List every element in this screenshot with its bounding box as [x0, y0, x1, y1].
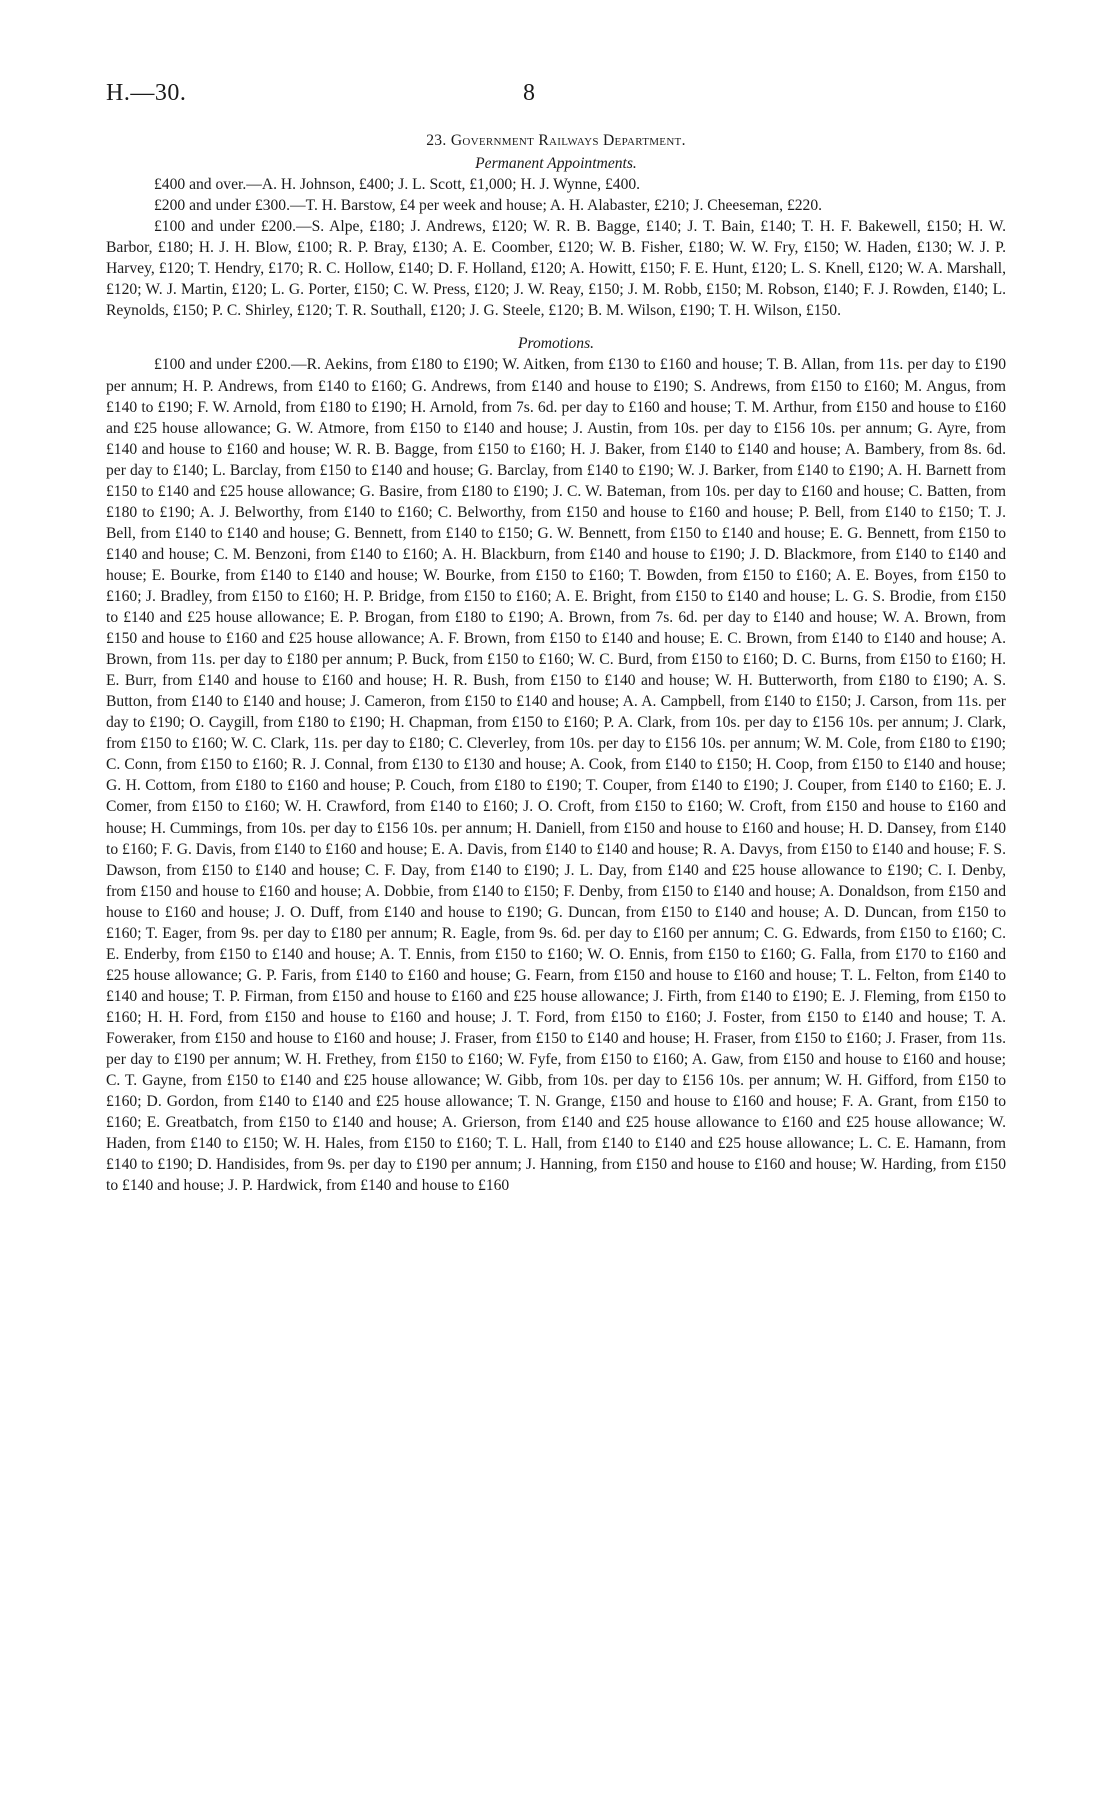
page-reference: H.—30.	[106, 80, 187, 106]
permanent-appointments-heading: Permanent Appointments.	[475, 155, 637, 173]
section-number: 23.	[426, 132, 447, 149]
section-name: Government Railways Department.	[450, 132, 686, 149]
section-title	[106, 130, 1006, 151]
salary-band-200-300: £200 and under £300.—T. H. Barstow, £4 per week and house; A. H. Alabaster, £210; J. Cheeseman, £220.	[154, 197, 823, 215]
page-number: 8	[523, 80, 535, 106]
promotions-heading: Promotions.	[517, 335, 595, 353]
salary-band-400-over: £400 and over.—A. H. Johnson, £400; J. L. Scott, £1,000; H. J. Wynne, £400.	[154, 176, 641, 194]
document-body	[106, 130, 1006, 1196]
salary-band-100-200: £100 and under £200.—S. Alpe, £180; J. Andrews, £120; W. R. B. Bagge, £140; J. T. Bain, £140; T. H. F. Bakewell, £150; H. W. Barbor, £180; H. J. H. Blow, £100; R. P. Bray, £130; A. E. Coomber, £120; W. B. Fisher, £180; W. W. Fry, £150; W. Haden, £130; W. J. P. Harvey, £120; T. Hendry, £170; R. C. Hollow, £140; D. F. Holland, £120; A. Howitt, £150; F. E. Hunt, £120; L. S. Knell, £120; W. A. Marshall, £120; W. J. Martin, £120; L. G. Porter, £150; C. W. Press, £120; J. W. Reay, £150; J. M. Robb, £150; M. Robson, £140; F. J. Rowden, £140; L. Reynolds, £150; P. C. Shirley, £120; T. R. Southall, £120; J. G. Steele, £120; B. M. Wilson, £190; T. H. Wilson, £150.	[106, 218, 1006, 320]
promotions-list: £100 and under £200.—R. Aekins, from £180 to £190; W. Aitken, from £130 to £160 and house; T. B. Allan, from 11s. per day to £190 per annum; H. P. Andrews, from £140 to £160; G. Andrews, from £140 and house to £190; S. Andrews, from £150 to £160; M. Angus, from £140 to £190; F. W. Arnold, from £180 to £190; H. Arnold, from 7s. 6d. per day to £160 and house; T. M. Arthur, from £150 and house to £160 and £25 house allowance; G. W. Atmore, from £150 to £140 and house; J. Austin, from 10s. per day to £156 10s. per annum; G. Ayre, from £140 and house to £160 and house; W. R. B. Bagge, from £150 to £160; H. J. Baker, from £140 to £140 and house; A. Bambery, from 8s. 6d. per day to £140; L. Barclay, from £150 to £140 and house; G. Barclay, from £140 to £190; W. J. Barker, from £140 to £190; A. H. Barnett from £150 to £140 and £25 house allowance; G. Basire, from £180 to £190; J. C. W. Bateman, from 10s. per day to £160 and house; C. Batten, from £180 to £190; A. J. Belworthy, from £140 to £160; C. Belworthy, from £150 and house to £160 and house; P. Bell, from £140 to £150; T. J. Bell, from £140 to £140 and house; G. Bennett, from £140 to £150; G. W. Bennett, from £150 to £140 and house; E. G. Bennett, from £150 to £140 and house; C. M. Benzoni, from £140 to £160; A. H. Blackburn, from £140 and house to £190; J. D. Blackmore, from £140 to £140 and house; E. Bourke, from £140 to £140 and house; W. Bourke, from £150 to £160; T. Bowden, from £150 to £160; A. E. Boyes, from £150 to £160; J. Bradley, from £150 to £160; H. P. Bridge, from £150 to £160; A. E. Bright, from £150 to £140 and house; L. G. S. Brodie, from £150 to £140 and £25 house allowance; E. P. Brogan, from £180 to £190; A. Brown, from 7s. 6d. per day to £140 and house; W. A. Brown, from £150 and house to £160 and £25 house allowance; A. F. Brown, from £150 to £140 and house; E. C. Brown, from £140 to £140 and house; A. Brown, from 11s. per day to £180 per annum; P. Buck, from £150 to £160; W. C. Burd, from £150 to £160; D. C. Burns, from £150 to £160; H. E. Burr, from £140 and house to £160 and house; H. R. Bush, from £150 to £140 and house; W. H. Butterworth, from £180 to £190; A. S. Button, from £140 to £140 and house; J. Cameron, from £150 to £140 and house; A. A. Campbell, from £140 to £150; J. Carson, from 11s. per day to £190; O. Caygill, from £180 to £190; H. Chapman, from £150 to £160; P. A. Clark, from 10s. per day to £156 10s. per annum; J. Clark, from £150 to £160; W. C. Clark, 11s. per day to £180; C. Cleverley, from 10s. per day to £156 10s. per annum; W. M. Cole, from £180 to £190; C. Conn, from £150 to £160; R. J. Connal, from £130 to £130 and house; A. Cook, from £140 to £150; H. Coop, from £150 to £140 and house; G. H. Cottom, from £180 to £160 and house; P. Couch, from £180 to £190; T. Couper, from £140 to £190; J. Couper, from £140 to £160; E. J. Comer, from £150 to £160; W. H. Crawford, from £140 to £160; J. O. Croft, from £150 to £160; W. Croft, from £150 and house to £160 and house; H. Cummings, from 10s. per day to £156 10s. per annum; H. Daniell, from £150 and house to £160 and house; H. D. Dansey, from £140 to £160; F. G. Davis, from £140 to £160 and house; E. A. Davis, from £140 to £140 and house; R. A. Davys, from £150 to £140 and house; F. S. Dawson, from £150 to £140 and house; C. F. Day, from £140 to £190; J. L. Day, from £140 and £25 house allowance to £190; C. I. Denby, from £150 and house to £160 and house; A. Dobbie, from £140 to £150; F. Denby, from £150 to £140 and house; A. Donaldson, from £150 and house to £160 and house; J. O. Duff, from £140 and house to £190; G. Duncan, from £150 to £140 and house; A. D. Duncan, from £150 to £160; T. Eager, from 9s. per day to £180 per annum; R. Eagle, from 9s. 6d. per day to £160 per annum; C. G. Edwards, from £150 to £160; C. E. Enderby, from £150 to £140 and house; A. T. Ennis, from £150 to £160; W. O. Ennis, from £150 to £160; G. Falla, from £170 to £160 and £25 house allowance; G. P. Faris, from £140 to £160 and house; G. Fearn, from £150 and house to £160 and house; T. L. Felton, from £140 to £140 and house; T. P. Firman, from £150 and house to £160 and £25 house allowance; J. Firth, from £140 to £190; E. J. Fleming, from £150 to £160; H. H. Ford, from £150 and house to £160 and house; J. T. Ford, from £150 to £160; J. Foster, from £150 to £140 and house; T. A. Foweraker, from £150 and house to £160 and house; J. Fraser, from £150 to £140 and house; H. Fraser, from £150 to £160; J. Fraser, from 11s. per day to £190 per annum; W. H. Frethey, from £150 to £160; W. Fyfe, from £150 to £160; A. Gaw, from £150 and house to £160 and house; C. T. Gayne, from £150 to £140 and £25 house allowance; W. Gibb, from 10s. per day to £156 10s. per annum; W. H. Gifford, from £150 to £160; D. Gordon, from £140 to £140 and £25 house allowance; T. N. Grange, £150 and house to £160 and house; F. A. Grant, from £150 to £160; E. Greatbatch, from £150 to £140 and house; A. Grierson, from £140 and £25 house allowance to £160 and £25 house allowance; W. Haden, from £140 to £150; W. H. Hales, from £150 to £160; T. L. Hall, from £140 to £140 and £25 house allowance; L. C. E. Hamann, from £140 to £190; D. Handisides, from 9s. per day to £190 per annum; J. Hanning, from £150 and house to £160 and house; W. Harding, from £150 to £140 and house; J. P. Hardwick, from £140 and house to £160	[106, 356, 1006, 1195]
